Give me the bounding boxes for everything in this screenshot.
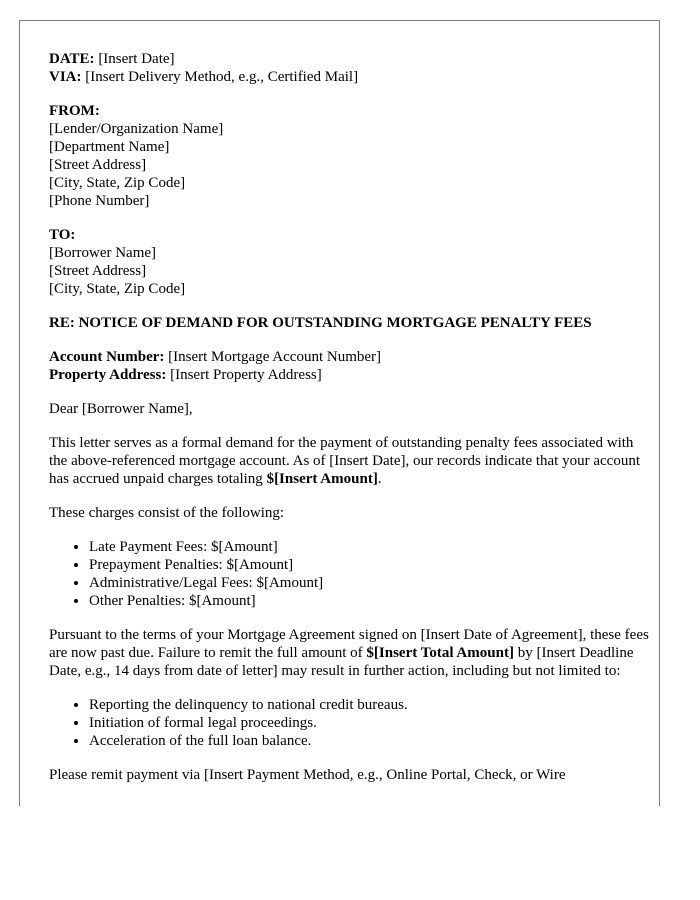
to-line: [Borrower Name] (49, 245, 157, 261)
property-address-line (49, 366, 649, 384)
terms-paragraph-end: by [Insert Deadline Date, e.g., 14 days from date of letter] may result in further action, including but not limited to: (49, 645, 634, 679)
from-line: [Phone Number] (49, 193, 150, 209)
demand-paragraph-end: . (377, 471, 382, 487)
list-item: • Late Payment Fees: $[Amount] (89, 538, 649, 556)
list-item: • Prepayment Penalties: $[Amount] (89, 556, 649, 574)
from-block (49, 102, 649, 210)
from-label: FROM: (49, 103, 100, 119)
payment-paragraph: Please remit payment via [Insert Payment Method, e.g., Online Portal, Check, or Wire (49, 767, 566, 783)
via-value: [Insert Delivery Method, e.g., Certified Mail] (85, 69, 359, 85)
date-label: DATE: (49, 51, 95, 67)
property-address-value: [Insert Property Address] (170, 367, 322, 383)
header-block (49, 50, 649, 86)
account-block (49, 348, 649, 384)
list-item: • Initiation of formal legal proceedings. (89, 714, 649, 732)
salutation: Dear [Borrower Name], (49, 401, 193, 417)
terms-paragraph (49, 626, 649, 680)
from-line: [Lender/Organization Name] (49, 121, 224, 137)
account-number-value: [Insert Mortgage Account Number] (168, 349, 382, 365)
date-line (49, 50, 649, 68)
to-label: TO: (49, 227, 76, 243)
date-value: [Insert Date] (98, 51, 175, 67)
letter-content (49, 50, 649, 800)
charges-list (49, 538, 649, 610)
to-line: [Street Address] (49, 263, 147, 279)
list-item: • Acceleration of the full loan balance. (89, 732, 649, 750)
demand-paragraph (49, 434, 649, 488)
via-line (49, 68, 649, 86)
subject-line: RE: NOTICE OF DEMAND FOR OUTSTANDING MORTGAGE PENALTY FEES (49, 315, 592, 331)
total-due-amount: $[Insert Total Amount] (366, 645, 514, 661)
list-item: • Administrative/Legal Fees: $[Amount] (89, 574, 649, 592)
from-line: [Street Address] (49, 157, 147, 173)
letter-page (19, 20, 660, 806)
to-block (49, 226, 649, 298)
account-number-label: Account Number: (49, 349, 165, 365)
actions-list (49, 696, 649, 750)
charges-intro: These charges consist of the following: (49, 505, 285, 521)
to-line: [City, State, Zip Code] (49, 281, 186, 297)
from-line: [City, State, Zip Code] (49, 175, 186, 191)
list-item: • Other Penalties: $[Amount] (89, 592, 649, 610)
total-amount: $[Insert Amount] (266, 471, 378, 487)
from-line: [Department Name] (49, 139, 170, 155)
via-label: VIA: (49, 69, 82, 85)
list-item: • Reporting the delinquency to national credit bureaus. (89, 696, 649, 714)
account-number-line (49, 348, 649, 366)
demand-paragraph-text: This letter serves as a formal demand for the payment of outstanding penalty fees associated with the above-referenced mortgage account. As of [Insert Date], our records indicate that your account has accrued unpaid charges totaling (49, 435, 640, 487)
terms-paragraph-text: Pursuant to the terms of your Mortgage Agreement signed on [Insert Date of Agreement], these fees are now past due. Failure to remit the full amount of (49, 627, 649, 661)
property-address-label: Property Address: (49, 367, 167, 383)
